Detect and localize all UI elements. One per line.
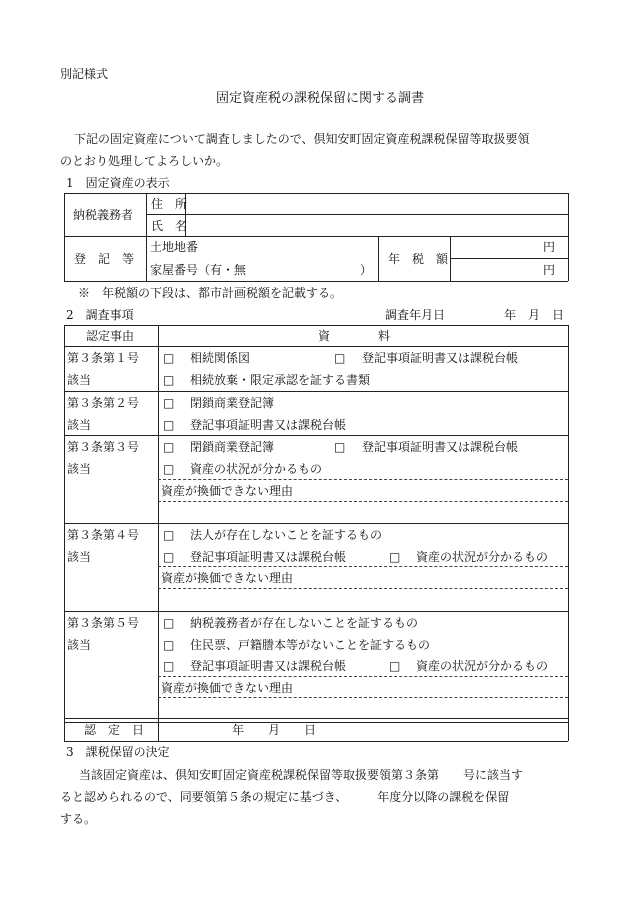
col-reason-header: 認定事由: [86, 329, 135, 343]
art1-reason-2: 該当: [67, 373, 92, 387]
art4-checkbox-3[interactable]: [389, 549, 400, 565]
art3-item-1: 閉鎖商業登記簿: [190, 440, 275, 454]
section2-heading: 2 調査事項: [66, 308, 134, 322]
art4-reason-text: 資産が換価できない理由: [161, 571, 294, 585]
house-number-label: 家屋番号（有・無: [150, 263, 247, 277]
name-label: 氏 名: [151, 219, 188, 233]
tax-note: ※ 年税額の下段は、都市計画税額を記載する。: [78, 286, 343, 300]
art5-reason: 第３条第５号: [67, 616, 140, 630]
art3-item-2: 登記事項証明書又は課税台帳: [362, 440, 519, 454]
survey-date-value: 年 月 日: [504, 308, 565, 322]
art2-checkbox-2[interactable]: [163, 417, 174, 433]
intro-line-1: 下記の固定資産について調査しましたので、倶知安町固定資産税課税保留等取扱要領: [74, 132, 530, 146]
art1-item-2: 登記事項証明書又は課税台帳: [362, 351, 519, 365]
art5-checkbox-1[interactable]: [163, 615, 174, 631]
art5-item-3: 登記事項証明書又は課税台帳: [190, 659, 347, 673]
art3-reason-2: 該当: [67, 462, 92, 476]
art2-reason: 第３条第２号: [67, 396, 140, 410]
art5-checkbox-3[interactable]: [163, 658, 174, 674]
art5-item-1: 納税義務者が存在しないことを証するもの: [190, 616, 419, 630]
yen-unit-1: 円: [543, 240, 556, 254]
decision-line-3: する。: [60, 812, 97, 826]
art1-reason: 第３条第１号: [67, 351, 140, 365]
col-material-header: 資 料: [318, 329, 391, 343]
art4-item-1: 法人が存在しないことを証するもの: [190, 528, 383, 542]
art5-checkbox-2[interactable]: [163, 637, 174, 653]
section3-heading: 3 課税保留の決定: [66, 745, 170, 759]
art3-reason-text: 資産が換価できない理由: [161, 484, 294, 498]
art5-reason-2: 該当: [67, 638, 92, 652]
document-title: 固定資産税の課税保留に関する調書: [216, 91, 425, 106]
art1-item-1: 相続関係図: [190, 351, 251, 365]
annual-tax-label: 年 税 額: [388, 252, 449, 266]
form-label: 別記様式: [60, 67, 109, 81]
registry-label: 登 記 等: [74, 252, 135, 266]
house-number-close: ）: [360, 263, 373, 277]
art3-checkbox-2[interactable]: [334, 439, 345, 455]
art4-item-2: 登記事項証明書又は課税台帳: [190, 550, 347, 564]
land-number-label: 土地地番: [150, 240, 199, 254]
art1-checkbox-1[interactable]: [163, 350, 174, 366]
art3-checkbox-3[interactable]: [163, 461, 174, 477]
survey-date-label: 調査年月日: [385, 308, 446, 322]
art5-checkbox-4[interactable]: [389, 658, 400, 674]
section1-heading: 1 固定資産の表示: [66, 176, 170, 190]
art4-reason-2: 該当: [67, 550, 92, 564]
art1-item-3: 相続放棄・限定承認を証する書類: [190, 373, 371, 387]
art1-checkbox-2[interactable]: [334, 350, 345, 366]
yen-unit-2: 円: [543, 263, 556, 277]
art2-reason-2: 該当: [67, 418, 92, 432]
art4-item-3: 資産の状況が分かるもの: [416, 550, 549, 564]
art4-checkbox-1[interactable]: [163, 527, 174, 543]
art2-item-2: 登記事項証明書又は課税台帳: [190, 418, 347, 432]
art3-item-3: 資産の状況が分かるもの: [190, 462, 323, 476]
art1-checkbox-3[interactable]: [163, 372, 174, 388]
art5-item-2: 住民票、戸籍謄本等がないことを証するもの: [190, 638, 431, 652]
taxpayer-label: 納税義務者: [73, 208, 134, 222]
intro-line-2: のとおり処理してよろしいか。: [60, 154, 229, 168]
art2-item-1: 閉鎖商業登記簿: [190, 396, 275, 410]
address-label: 住 所: [151, 197, 188, 211]
art3-reason: 第３条第３号: [67, 440, 140, 454]
art3-checkbox-1[interactable]: [163, 439, 174, 455]
decision-line-2: ると認められるので、同要領第５条の規定に基づき、 年度分以降の課税を保留: [60, 790, 510, 804]
art4-checkbox-2[interactable]: [163, 549, 174, 565]
art5-item-4: 資産の状況が分かるもの: [416, 659, 549, 673]
approval-date-value: 年 月 日: [232, 723, 317, 737]
art5-reason-text: 資産が換価できない理由: [161, 681, 294, 695]
art2-checkbox-1[interactable]: [163, 395, 174, 411]
approval-date-label: 認 定 日: [84, 723, 145, 737]
art4-reason: 第３条第４号: [67, 528, 140, 542]
decision-line-1: 当該固定資産は、倶知安町固定資産税課税保留等取扱要領第３条第 号に該当す: [79, 768, 524, 782]
